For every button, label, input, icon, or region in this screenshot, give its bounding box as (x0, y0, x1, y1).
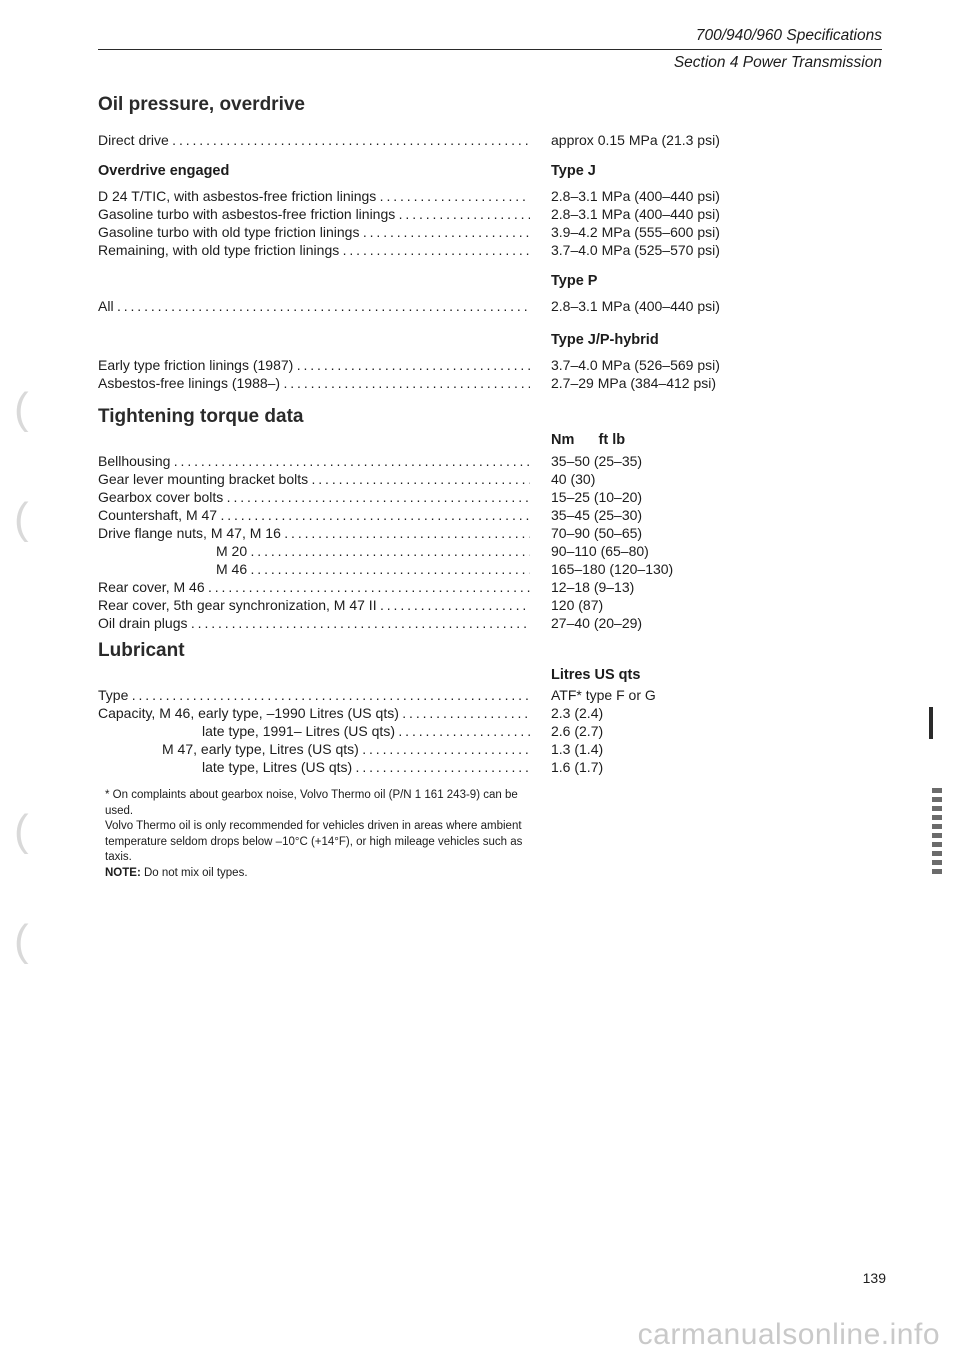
section-tab-marker (929, 707, 933, 739)
watermark: carmanualsonline.info (637, 1318, 940, 1351)
scan-mark: ( (14, 916, 29, 965)
footnote-line: Volvo Thermo oil is only recommended for vehicles driven in areas where ambient temperature seldom drops below –10°C (+14°F), or high mileage vehicles such as taxis. (105, 820, 523, 863)
spec-label: Asbestos-free linings (1988–) . . . (98, 374, 530, 392)
footnote-line: * On complaints about gearbox noise, Volvo Thermo oil (P/N 1 161 243-9) can be used. (105, 789, 518, 817)
spec-label: Drive flange nuts, M 47, M 16 . . . (98, 524, 530, 542)
torque-heading: Tightening torque data (98, 406, 304, 427)
spec-value: ATF* type F or G (551, 687, 656, 703)
spec-label: late type, Litres (US qts) . . . (98, 758, 530, 776)
oil-pressure-heading: Oil pressure, overdrive (98, 94, 305, 115)
spec-value: 1.6 (1.7) (551, 759, 604, 775)
header-section: Section 4 Power Transmission (673, 54, 882, 71)
lubricant-units-header: Litres US qts (551, 667, 641, 683)
spec-label: Direct drive . . . (98, 131, 530, 149)
page-number: 139 (862, 1270, 886, 1286)
spec-label: Rear cover, M 46 . . . (98, 578, 530, 596)
spec-value: 3.7–4.0 MPa (525–570 psi) (551, 242, 720, 258)
spec-value: 35–45 (25–30) (551, 507, 643, 523)
spec-label: Type . . . (98, 686, 530, 704)
spec-label: Early type friction linings (1987) . . . (98, 356, 530, 374)
spec-label: M 46 . . . (98, 560, 530, 578)
spec-label: D 24 T/TIC, with asbestos-free friction linings . . . (98, 187, 530, 205)
spec-value: 120 (87) (551, 597, 604, 613)
type-p-label: Type P (551, 273, 598, 289)
note-text: Do not mix oil types. (140, 866, 248, 879)
spec-value: 2.8–3.1 MPa (400–440 psi) (551, 206, 720, 222)
spec-value: approx 0.15 MPa (21.3 psi) (551, 132, 720, 148)
spec-label: Countershaft, M 47 . . . (98, 506, 530, 524)
footnote (105, 788, 535, 881)
overdrive-engaged-label: Overdrive engaged (98, 163, 230, 179)
spec-value: 2.8–3.1 MPa (400–440 psi) (551, 188, 720, 204)
type-j-label: Type J (551, 163, 596, 179)
spec-label: M 47, early type, Litres (US qts) . . . (98, 740, 530, 758)
spec-value: 35–50 (25–35) (551, 453, 643, 469)
scan-mark: ( (14, 384, 29, 433)
spec-label: Gasoline turbo with asbestos-free friction linings . . . (98, 205, 530, 223)
spec-label: Gearbox cover bolts . . . (98, 488, 530, 506)
edge-tick-marks (932, 788, 942, 876)
spec-value: 3.9–4.2 MPa (555–600 psi) (551, 224, 720, 240)
torque-units-header: Nm ft lb (551, 432, 626, 448)
spec-value: 90–110 (65–80) (551, 543, 649, 559)
spec-value: 3.7–4.0 MPa (526–569 psi) (551, 357, 720, 373)
spec-value: 2.3 (2.4) (551, 705, 604, 721)
note-label: NOTE: (105, 866, 141, 879)
scan-mark: ( (14, 494, 29, 543)
spec-value: 1.3 (1.4) (551, 741, 604, 757)
spec-label: Remaining, with old type friction linings . . . (98, 241, 530, 259)
spec-label: M 20 . . . (98, 542, 530, 560)
spec-label: Capacity, M 46, early type, –1990 Litres (US qts) . . . (98, 704, 530, 722)
spec-label: Gasoline turbo with old type friction linings . . . (98, 223, 530, 241)
spec-label: All . . . (98, 297, 530, 315)
spec-value: 40 (30) (551, 471, 596, 487)
type-jp-label: Type J/P-hybrid (551, 332, 659, 348)
lubricant-heading: Lubricant (98, 640, 185, 661)
spec-value: 27–40 (20–29) (551, 615, 643, 631)
spec-label: Oil drain plugs . . . (98, 614, 530, 632)
spec-value: 70–90 (50–65) (551, 525, 643, 541)
spec-value: 12–18 (9–13) (551, 579, 635, 595)
scan-mark: ( (14, 806, 29, 855)
spec-value: 2.7–29 MPa (384–412 psi) (551, 375, 716, 391)
spec-value: 2.6 (2.7) (551, 723, 604, 739)
spec-label: Gear lever mounting bracket bolts . . . (98, 470, 530, 488)
footnote-note (105, 866, 535, 882)
spec-label: Rear cover, 5th gear synchronization, M 47 II . . . (98, 596, 530, 614)
spec-value: 2.8–3.1 MPa (400–440 psi) (551, 298, 720, 314)
spec-label: late type, 1991– Litres (US qts) . . . (98, 722, 530, 740)
spec-value: 15–25 (10–20) (551, 489, 643, 505)
header-title: 700/940/960 Specifications (695, 27, 882, 44)
spec-label: Bellhousing . . . (98, 452, 530, 470)
spec-value: 165–180 (120–130) (551, 561, 674, 577)
header-rule (98, 49, 882, 50)
